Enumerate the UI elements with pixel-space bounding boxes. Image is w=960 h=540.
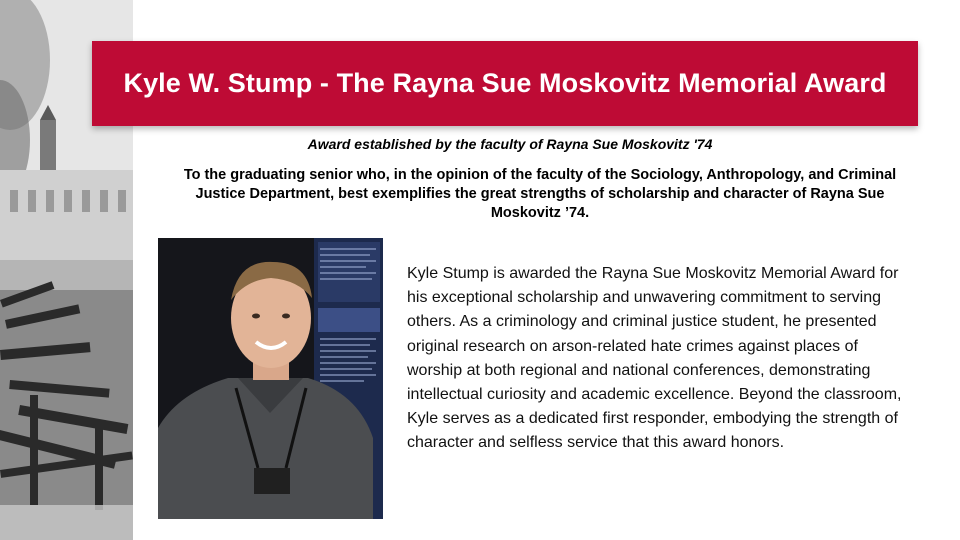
student-portrait-photo: [158, 238, 383, 519]
title-banner: [92, 41, 918, 126]
award-established-note: Award established by the faculty of Rayna Sue Moskovitz '74: [307, 136, 713, 152]
slide-title: Kyle W. Stump - The Rayna Sue Moskovitz Memorial Award: [123, 68, 887, 98]
award-description: Kyle Stump is awarded the Rayna Sue Moskovitz Memorial Award for his exceptional scholarship and unwavering commitment to serving others. As a criminology and criminal justice student, he presented original research on arson-related hate crimes against places of worship at both regional and national conferences, demonstrating intellectual curiosity and academic excellence. Beyond the classroom, Kyle serves as a dedicated first responder, embodying the strength of character and selfless service that this award honors.: [407, 265, 902, 452]
award-criteria: To the graduating senior who, in the opinion of the faculty of the Sociology, Anthropology, and Criminal Justice Department, best exemplifies the great strengths of scholarship and character of Rayna Sue Moskovitz ’74.: [183, 167, 897, 221]
